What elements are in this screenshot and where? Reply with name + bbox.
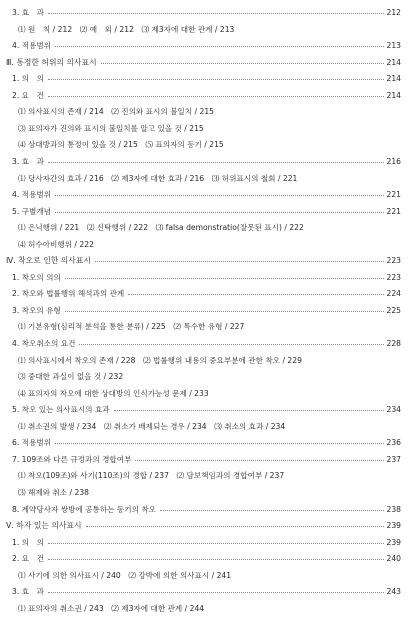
toc-text: ⑶ 해제와 취소 / 238 <box>18 487 89 497</box>
toc-text: 3. 효 과 <box>12 587 44 597</box>
toc-subentry <box>0 418 416 435</box>
toc-page-number: 237 <box>386 454 401 464</box>
toc-subentry <box>0 484 416 501</box>
toc-entry <box>0 335 416 352</box>
toc-text: 2. 요 건 <box>12 554 44 564</box>
toc-page-number: 212 <box>386 8 401 17</box>
toc-entry <box>0 434 416 451</box>
toc-section-heading <box>0 252 416 269</box>
toc-entry <box>0 550 416 567</box>
toc-text: 7. 109조와 다른 규정과의 경합여부 <box>12 454 132 464</box>
toc-page-number: 221 <box>386 206 401 216</box>
toc-page-number: 216 <box>386 156 401 166</box>
dot-leader <box>48 543 384 544</box>
toc-text: 1. 착오의 의의 <box>12 272 61 282</box>
toc-subentry <box>0 103 416 120</box>
dot-leader <box>55 46 384 47</box>
dot-leader <box>55 443 384 444</box>
toc-subentry <box>0 467 416 484</box>
toc-text: ⑴ 기본유형(심리적 분석을 통한 분류) / 225 ⑵ 특수한 유형 / 227 <box>18 322 245 332</box>
toc-text: ⑷ 상대방과의 통정이 있을 것 / 215 ⑸ 표의자의 동기 / 215 <box>18 140 224 150</box>
toc-page-number: 224 <box>386 289 401 299</box>
toc-text: 6. 적용범위 <box>12 438 52 448</box>
toc-text: 8. 계약당사자 쌍방에 공통하는 동기의 착오 <box>12 504 157 514</box>
toc-text: 2. 요 건 <box>12 90 44 100</box>
toc-entry <box>0 451 416 468</box>
toc-text: ⑴ 표의자의 취소권 / 243 ⑵ 제3자에 대한 관계 / 244 <box>18 603 205 613</box>
toc-text: 2. 착오와 법률행위 해석과의 관계 <box>12 289 125 299</box>
toc-entry <box>0 4 416 21</box>
toc-text: Ⅳ. 착오로 인한 의사표시 <box>6 256 91 266</box>
toc-text: ⑴ 사기에 의한 의사표시 / 240 ⑵ 강박에 의한 의사표시 / 241 <box>18 570 232 580</box>
toc-subentry <box>0 21 416 38</box>
toc-subentry <box>0 236 416 253</box>
toc-page-number: 228 <box>386 339 401 348</box>
toc-entry <box>0 302 416 319</box>
dot-leader <box>48 13 384 14</box>
toc-text: 3. 효 과 <box>12 8 44 17</box>
toc-entry <box>0 87 416 104</box>
toc-subentry <box>0 385 416 402</box>
toc-entry <box>0 401 416 418</box>
toc-text: ⑴ 착오(109조)와 사기(110조)의 경합 / 237 ⑵ 담보책임과의 경합여부 / 237 <box>18 471 285 481</box>
toc-page-number: 213 <box>386 41 401 51</box>
toc-text: Ⅲ. 통정한 허위의 의사표시 <box>6 57 97 67</box>
toc-entry <box>0 501 416 518</box>
dot-leader <box>48 559 384 560</box>
dot-leader <box>160 510 384 511</box>
toc-subentry <box>0 352 416 369</box>
dot-leader <box>48 592 384 593</box>
toc-text: 4. 적용범위 <box>12 41 52 51</box>
toc-text: ⑷ 허수아비행위 / 222 <box>18 239 94 249</box>
toc-subentry <box>0 219 416 236</box>
toc-page-number: 221 <box>386 190 401 200</box>
toc-entry <box>0 534 416 551</box>
toc-page-number: 225 <box>386 305 401 315</box>
toc-page-number: 234 <box>386 405 401 415</box>
toc-text: ⑷ 표의자의 착오에 대한 상대방의 인식가능성 문제 / 233 <box>18 388 209 398</box>
toc-text: 3. 착오의 유형 <box>12 305 61 315</box>
dot-leader <box>55 212 384 213</box>
toc-text: 1. 의 의 <box>12 74 44 84</box>
toc-entry <box>0 186 416 203</box>
toc-entry <box>0 285 416 302</box>
toc-text: Ⅴ. 하자 있는 의사표시 <box>6 521 82 531</box>
dot-leader <box>48 79 384 80</box>
toc-entry <box>0 153 416 170</box>
toc-text: ⑴ 의사표시에서 착오의 존재 / 228 ⑵ 법률행위 내용의 중요부분에 관한 착오 / 229 <box>18 355 302 365</box>
toc-text: ⑴ 은닉행위 / 221 ⑵ 신탁행위 / 222 ⑶ falsa demonstratio(잘못된 표시) / 222 <box>18 223 304 233</box>
toc-text: 4. 착오취소의 요건 <box>12 339 76 348</box>
toc-text: 3. 효 과 <box>12 156 44 166</box>
toc-subentry <box>0 567 416 584</box>
toc-text: ⑶ 중대한 과실이 없을 것 / 232 <box>18 372 124 382</box>
toc-page-number: 243 <box>386 587 401 597</box>
dot-leader <box>65 311 384 312</box>
toc-text: ⑶ 표의자가 진의와 표시의 불일치를 알고 있을 것 / 215 <box>18 123 204 133</box>
toc-page-number: 239 <box>386 521 401 531</box>
dot-leader <box>65 278 384 279</box>
dot-leader <box>86 526 384 527</box>
toc-text: ⑴ 원 칙 / 212 ⑵ 예 외 / 212 ⑶ 제3자에 대한 관계 / 213 <box>18 24 235 34</box>
dot-leader <box>135 460 384 461</box>
toc-text: 4. 적용범위 <box>12 190 52 200</box>
toc-subentry <box>0 120 416 137</box>
toc-page-number: 223 <box>386 272 401 282</box>
toc-page-number: 214 <box>386 90 401 100</box>
dot-leader <box>48 162 384 163</box>
toc-entry <box>0 37 416 54</box>
toc-page-number: 238 <box>386 504 401 514</box>
dot-leader <box>101 63 384 64</box>
toc-entry <box>0 269 416 286</box>
dot-leader <box>79 344 384 345</box>
toc-text: 5. 착오 있는 의사표시의 효과 <box>12 405 110 415</box>
toc-page-number: 223 <box>386 256 401 266</box>
toc-section-heading <box>0 54 416 71</box>
toc-section-heading <box>0 517 416 534</box>
toc-subentry <box>0 136 416 153</box>
toc-subentry <box>0 600 416 617</box>
toc-page-number: 236 <box>386 438 401 448</box>
toc-subentry <box>0 318 416 335</box>
toc-subentry <box>0 368 416 385</box>
toc-page-number: 214 <box>386 57 401 67</box>
dot-leader <box>95 261 384 262</box>
toc-page-number: 239 <box>386 537 401 547</box>
dot-leader <box>48 96 384 97</box>
toc-subentry <box>0 170 416 187</box>
toc-text: 1. 의 의 <box>12 537 44 547</box>
toc-text: 5. 구별개념 <box>12 206 52 216</box>
toc-text: ⑴ 취소권의 발생 / 234 ⑵ 취소가 배제되는 경우 / 234 ⑶ 취소의 효과 / 234 <box>18 421 286 431</box>
toc-entry <box>0 203 416 220</box>
toc-entry <box>0 70 416 87</box>
toc-text: ⑴ 당사자간의 효과 / 216 ⑵ 제3자에 대한 효과 / 216 ⑶ 허위표시의 철회 / 221 <box>18 173 298 183</box>
toc-text: ⑴ 의사표시의 존재 / 214 ⑵ 진의와 표시의 불일치 / 215 <box>18 107 214 117</box>
dot-leader <box>55 195 384 196</box>
dot-leader <box>128 294 384 295</box>
toc-page-number: 214 <box>386 74 401 84</box>
toc-entry <box>0 583 416 600</box>
toc-page-number: 240 <box>386 554 401 564</box>
dot-leader <box>114 410 384 411</box>
